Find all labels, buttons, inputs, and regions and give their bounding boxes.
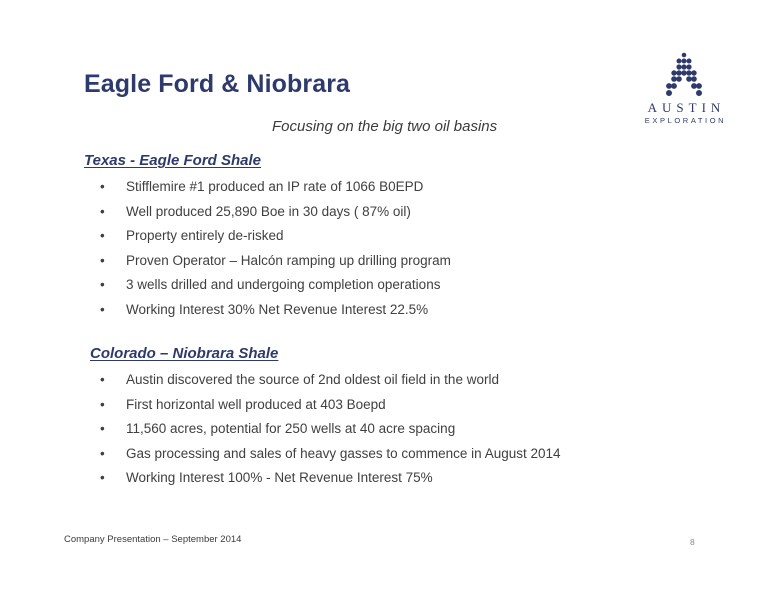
bullet-icon: •: [100, 179, 105, 194]
company-logo: [636, 52, 732, 128]
bullet-icon: •: [100, 301, 105, 317]
bullet-icon: •: [100, 203, 105, 219]
bullet-icon: •: [100, 252, 105, 268]
bullet-text: Well produced 25,890 Boe in 30 days ( 87% oil): [126, 203, 411, 219]
dotted-tower-mark-icon: [660, 52, 708, 98]
slide-title: Eagle Ford & Niobrara: [84, 70, 351, 98]
bullet-text: Austin discovered the source of 2nd oldest oil field in the world: [126, 372, 499, 387]
page-number: 8: [690, 537, 695, 547]
bullet-icon: •: [100, 445, 105, 461]
bullet-text: First horizontal well produced at 403 Boepd: [126, 396, 386, 412]
footer-text: Company Presentation – September 2014: [64, 534, 242, 545]
logo-wordmark: AUSTIN: [647, 100, 726, 115]
section-heading-colorado: Colorado – Niobrara Shale: [90, 345, 279, 362]
bullet-icon: •: [100, 277, 105, 292]
bullet-text: Property entirely de-risked: [126, 228, 284, 243]
slide-subtitle: Focusing on the big two oil basins: [272, 118, 498, 135]
bullet-icon: •: [100, 228, 105, 243]
bullet-text: Proven Operator – Halcón ramping up drilling program: [126, 252, 451, 268]
bullet-icon: •: [100, 372, 105, 387]
bullet-text: Stifflemire #1 produced an IP rate of 1066 B0EPD: [126, 179, 424, 194]
bullet-icon: •: [100, 421, 105, 436]
bullet-text: Gas processing and sales of heavy gasses to commence in August 2014: [126, 445, 561, 461]
section-heading-texas: Texas - Eagle Ford Shale: [84, 152, 262, 169]
logo-subword: EXPLORATION: [644, 116, 727, 125]
bullet-text: Working Interest 100% - Net Revenue Interest 75%: [126, 470, 433, 485]
bullet-icon: •: [100, 470, 105, 485]
bullet-text: 3 wells drilled and undergoing completion operations: [126, 277, 441, 292]
bullet-icon: •: [100, 396, 105, 412]
bullet-text: Working Interest 30% Net Revenue Interest 22.5%: [126, 301, 429, 317]
bullet-text: 11,560 acres, potential for 250 wells at 40 acre spacing: [126, 421, 456, 436]
